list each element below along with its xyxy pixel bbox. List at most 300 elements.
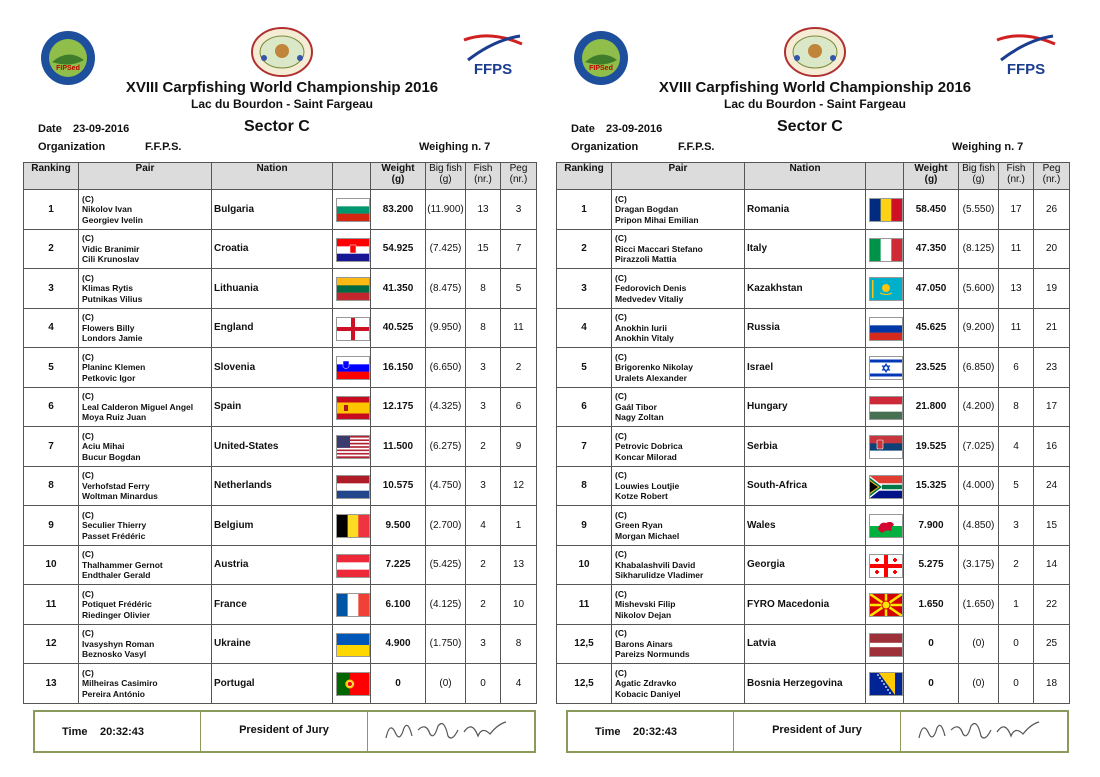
page-title: XVIII Carpfishing World Championship 2016 (658, 79, 972, 96)
big-fish-cell: (9.950) (426, 308, 466, 348)
angler-2: Kobacic Daniyel (615, 688, 681, 699)
weight-cell: 9.500 (371, 506, 426, 546)
pair-cell (79, 506, 212, 546)
rank-cell: 8 (24, 466, 79, 506)
peg-cell: 5 (501, 269, 537, 309)
peg-cell: 6 (501, 387, 537, 427)
table-header (557, 163, 1070, 190)
col-pair: Pair (79, 163, 212, 190)
col-peg-label: Peg (509, 163, 528, 174)
angler-2: Sikharulidze Vladimer (615, 570, 704, 580)
nation-cell: Wales (745, 506, 866, 546)
peg-cell: 21 (1034, 308, 1070, 348)
angler-2: Bucur Bogdan (82, 451, 141, 462)
angler-2: Woltman Minardus (82, 491, 158, 501)
flag-cell (866, 427, 904, 467)
col-nation: Nation (212, 163, 333, 190)
big-fish-cell: (7.425) (426, 229, 466, 269)
angler-2: Medvedev Vitaliy (615, 293, 684, 304)
table-row (24, 190, 537, 230)
belgium-flag-icon (336, 514, 368, 536)
table-row (557, 664, 1070, 704)
pair-cell (79, 190, 212, 230)
col-peg (1034, 163, 1070, 190)
big-fish-cell: (1.650) (959, 585, 999, 625)
big-fish-cell: (5.600) (959, 269, 999, 309)
nation-cell: Ukraine (212, 624, 333, 664)
weight-cell: 12.175 (371, 387, 426, 427)
organization-value: F.F.P.S. (145, 141, 182, 153)
nation-cell: Portugal (212, 664, 333, 704)
fish-count-cell: 2 (999, 545, 1034, 585)
nation-cell: Croatia (212, 229, 333, 269)
nation-cell: FYRO Macedonia (745, 585, 866, 625)
angler-1: Brigorenko Nikolay (615, 362, 693, 372)
angler-2: Putnikas Vilius (82, 293, 143, 304)
footer-box (566, 710, 1069, 753)
col-peg (501, 163, 537, 190)
weighing-number: Weighing n. 7 (419, 141, 491, 153)
results-table-left (23, 162, 537, 704)
president-of-jury-label: President of Jury (239, 724, 329, 736)
captain-mark: (C) (615, 549, 627, 559)
latvia-flag-icon (869, 633, 901, 655)
peg-cell: 20 (1034, 229, 1070, 269)
netherlands-flag-icon (336, 475, 368, 497)
israel-flag-icon (869, 356, 901, 378)
captain-mark: (C) (82, 588, 94, 599)
fish-count-cell: 17 (999, 190, 1034, 230)
signature-image (911, 716, 1051, 746)
table-row (557, 269, 1070, 309)
flag-cell (866, 466, 904, 506)
fish-count-cell: 2 (466, 427, 501, 467)
table-row (24, 585, 537, 625)
weight-cell: 1.650 (904, 585, 959, 625)
table-row (557, 506, 1070, 546)
peg-cell: 25 (1034, 624, 1070, 664)
fish-count-cell: 0 (999, 624, 1034, 664)
angler-2: Pareizs Normunds (615, 649, 690, 659)
results-sheet-right (555, 0, 1075, 777)
col-weight-label: Weight (914, 163, 948, 174)
nation-cell: Serbia (745, 427, 866, 467)
italy-flag-icon (869, 238, 901, 260)
nation-cell: Latvia (745, 624, 866, 664)
big-fish-cell: (4.125) (426, 585, 466, 625)
angler-2: Uralets Alexander (615, 372, 687, 383)
peg-cell: 14 (1034, 545, 1070, 585)
peg-cell: 24 (1034, 466, 1070, 506)
table-row (24, 348, 537, 388)
nation-cell: Belgium (212, 506, 333, 546)
angler-1: Milheiras Casimiro (82, 678, 158, 688)
rank-cell: 8 (557, 466, 612, 506)
col-pair: Pair (612, 163, 745, 190)
captain-mark: (C) (82, 193, 94, 204)
angler-1: Green Ryan (615, 520, 663, 530)
bulgaria-flag-icon (336, 198, 368, 220)
captain-mark: (C) (615, 667, 627, 678)
peg-cell: 16 (1034, 427, 1070, 467)
flag-cell (866, 664, 904, 704)
portugal-flag-icon (336, 672, 368, 694)
fish-count-cell: 6 (999, 348, 1034, 388)
col-fish-label: Fish (1006, 163, 1026, 174)
fish-count-cell: 0 (999, 664, 1034, 704)
angler-2: Endthaler Gerald (82, 570, 151, 580)
angler-2: Anokhin Vitaly (615, 333, 674, 343)
organization-label: Organization (38, 141, 106, 153)
angler-1: Seculier Thierry (82, 520, 147, 530)
big-fish-cell: (6.850) (959, 348, 999, 388)
flag-cell (866, 348, 904, 388)
table-row (557, 308, 1070, 348)
angler-1: Louwies Loutjie (615, 480, 680, 491)
rank-cell: 9 (557, 506, 612, 546)
pair-cell (612, 664, 745, 704)
flag-cell (333, 269, 371, 309)
angler-2: Passet Frédéric (82, 530, 146, 541)
event-logo (250, 26, 314, 78)
captain-mark: (C) (82, 351, 94, 362)
captain-mark: (C) (615, 470, 627, 480)
big-fish-cell: (11.900) (426, 190, 466, 230)
nation-cell: Bosnia Herzegovina (745, 664, 866, 704)
table-row (24, 545, 537, 585)
southafrica-flag-icon (869, 475, 901, 497)
flag-cell (866, 269, 904, 309)
col-big-fish (959, 163, 999, 190)
col-fish (466, 163, 501, 190)
big-fish-cell: (4.850) (959, 506, 999, 546)
table-row (24, 308, 537, 348)
angler-2: Nikolov Dejan (615, 609, 672, 620)
date-label: Date (571, 123, 595, 135)
sector-title: Sector C (244, 118, 310, 135)
big-fish-cell: (0) (426, 664, 466, 704)
flag-cell (333, 190, 371, 230)
col-weight-label: Weight (381, 163, 415, 174)
flag-cell (866, 545, 904, 585)
table-row (557, 624, 1070, 664)
big-fish-cell: (8.125) (959, 229, 999, 269)
usa-flag-icon (336, 435, 368, 457)
rank-cell: 9 (24, 506, 79, 546)
fish-count-cell: 3 (466, 466, 501, 506)
table-row (24, 269, 537, 309)
col-big-fish-label: Big fish (962, 163, 995, 174)
peg-cell: 2 (501, 348, 537, 388)
angler-1: Dragan Bogdan (615, 204, 679, 214)
nation-cell: South-Africa (745, 466, 866, 506)
pair-cell (79, 545, 212, 585)
sector-title: Sector C (777, 118, 843, 135)
date-value: 23-09-2016 (73, 123, 130, 135)
nation-cell: Slovenia (212, 348, 333, 388)
signature-cell (368, 712, 534, 751)
pair-cell (612, 387, 745, 427)
peg-cell: 9 (501, 427, 537, 467)
nation-cell: Netherlands (212, 466, 333, 506)
time-label: Time (595, 726, 621, 738)
fish-count-cell: 2 (466, 585, 501, 625)
big-fish-cell: (9.200) (959, 308, 999, 348)
weight-cell: 21.800 (904, 387, 959, 427)
col-big-fish (426, 163, 466, 190)
big-fish-cell: (5.425) (426, 545, 466, 585)
angler-1: Thalhammer Gernot (82, 559, 163, 570)
captain-mark: (C) (615, 312, 627, 322)
fish-count-cell: 2 (466, 545, 501, 585)
pair-cell (79, 466, 212, 506)
weight-cell: 7.225 (371, 545, 426, 585)
pair-cell (612, 229, 745, 269)
weight-cell: 0 (904, 664, 959, 704)
rank-cell: 5 (24, 348, 79, 388)
rank-cell: 13 (24, 664, 79, 704)
col-ranking: Ranking (24, 163, 79, 190)
angler-2: Nagy Zoltan (615, 412, 664, 422)
pair-cell (612, 308, 745, 348)
wales-flag-icon (869, 514, 901, 536)
col-big-fish-unit: (g) (439, 174, 452, 185)
flag-cell (866, 229, 904, 269)
angler-1: Mishevski Filip (615, 599, 676, 609)
col-fish-label: Fish (473, 163, 493, 174)
captain-mark: (C) (82, 233, 94, 243)
big-fish-cell: (3.175) (959, 545, 999, 585)
angler-2: Pripon Mihai Emilian (615, 214, 699, 225)
ffps-logo (993, 30, 1059, 82)
organization-label: Organization (571, 141, 639, 153)
rank-cell: 1 (24, 190, 79, 230)
weight-cell: 47.350 (904, 229, 959, 269)
peg-cell: 1 (501, 506, 537, 546)
flag-cell (333, 585, 371, 625)
page-title: XVIII Carpfishing World Championship 2016 (125, 79, 439, 96)
weighing-number: Weighing n. 7 (952, 141, 1024, 153)
big-fish-cell: (0) (959, 664, 999, 704)
captain-mark: (C) (82, 667, 94, 678)
angler-2: Moya Ruiz Juan (82, 412, 147, 422)
pair-cell (79, 427, 212, 467)
jury-cell (201, 712, 368, 751)
big-fish-cell: (7.025) (959, 427, 999, 467)
weight-cell: 41.350 (371, 269, 426, 309)
austria-flag-icon (336, 554, 368, 576)
table-row (24, 664, 537, 704)
president-of-jury-label: President of Jury (772, 724, 862, 736)
angler-1: Gaál Tibor (615, 401, 657, 412)
peg-cell: 26 (1034, 190, 1070, 230)
rank-cell: 12,5 (557, 624, 612, 664)
date-value: 23-09-2016 (606, 123, 663, 135)
big-fish-cell: (8.475) (426, 269, 466, 309)
big-fish-cell: (1.750) (426, 624, 466, 664)
rank-cell: 11 (24, 585, 79, 625)
ffps-logo-text: FFPS (473, 61, 513, 78)
fish-count-cell: 4 (466, 506, 501, 546)
nation-cell: Georgia (745, 545, 866, 585)
hungary-flag-icon (869, 396, 901, 418)
captain-mark: (C) (615, 430, 627, 441)
angler-1: Flowers Billy (82, 322, 135, 333)
peg-cell: 11 (501, 308, 537, 348)
captain-mark: (C) (615, 351, 627, 362)
angler-1: Nikolov Ivan (82, 204, 133, 214)
col-weight-unit: (g) (391, 174, 405, 185)
col-fish (999, 163, 1034, 190)
pair-cell (612, 545, 745, 585)
weight-cell: 10.575 (371, 466, 426, 506)
fipsed-logo-text: FIPSed (56, 65, 80, 72)
nation-cell: Italy (745, 229, 866, 269)
peg-cell: 7 (501, 229, 537, 269)
weight-cell: 40.525 (371, 308, 426, 348)
table-header (24, 163, 537, 190)
ffps-logo (460, 30, 526, 82)
fish-count-cell: 3 (999, 506, 1034, 546)
big-fish-cell: (2.700) (426, 506, 466, 546)
col-weight (904, 163, 959, 190)
croatia-flag-icon (336, 238, 368, 260)
slovenia-flag-icon (336, 356, 368, 378)
nation-cell: United-States (212, 427, 333, 467)
pair-cell (612, 506, 745, 546)
weight-cell: 7.900 (904, 506, 959, 546)
rank-cell: 6 (24, 387, 79, 427)
angler-2: Kotze Robert (615, 491, 668, 501)
peg-cell: 17 (1034, 387, 1070, 427)
big-fish-cell: (6.275) (426, 427, 466, 467)
angler-2: Georgiev Ivelin (82, 214, 143, 225)
angler-2: Cili Krunoslav (82, 254, 140, 264)
flag-cell (333, 229, 371, 269)
angler-1: Klimas Rytis (82, 283, 134, 293)
rank-cell: 10 (24, 545, 79, 585)
table-row (24, 466, 537, 506)
weight-cell: 15.325 (904, 466, 959, 506)
weight-cell: 11.500 (371, 427, 426, 467)
col-peg-label: Peg (1042, 163, 1061, 174)
flag-cell (333, 466, 371, 506)
angler-2: Petkovic Igor (82, 372, 136, 383)
spain-flag-icon (336, 396, 368, 418)
captain-mark: (C) (615, 509, 627, 520)
captain-mark: (C) (615, 588, 627, 599)
peg-cell: 8 (501, 624, 537, 664)
peg-cell: 22 (1034, 585, 1070, 625)
captain-mark: (C) (82, 509, 94, 520)
angler-1: Khabalashvili David (615, 559, 696, 570)
angler-2: Beznosko Vasyl (82, 649, 147, 659)
table-row (557, 229, 1070, 269)
organization-value: F.F.P.S. (678, 141, 715, 153)
angler-1: Ivasyshyn Roman (82, 638, 155, 649)
captain-mark: (C) (615, 391, 627, 401)
footer-box (33, 710, 536, 753)
fish-count-cell: 8 (999, 387, 1034, 427)
pair-cell (79, 585, 212, 625)
time-value: 20:32:43 (100, 726, 145, 738)
col-fish-unit: (nr.) (1007, 174, 1025, 185)
pair-cell (79, 269, 212, 309)
romania-flag-icon (869, 198, 901, 220)
bosnia-flag-icon (869, 672, 901, 694)
rank-cell: 5 (557, 348, 612, 388)
rank-cell: 12 (24, 624, 79, 664)
nation-cell: Hungary (745, 387, 866, 427)
flag-cell (866, 308, 904, 348)
captain-mark: (C) (615, 193, 627, 204)
flag-cell (333, 387, 371, 427)
table-row (24, 624, 537, 664)
fipsed-logo (573, 30, 629, 86)
time-label: Time (62, 726, 88, 738)
weight-cell: 45.625 (904, 308, 959, 348)
page-subtitle: Lac du Bourdon - Saint Fargeau (190, 97, 373, 111)
pair-cell (612, 348, 745, 388)
fipsed-logo (40, 30, 96, 86)
pair-cell (79, 229, 212, 269)
captain-mark: (C) (82, 628, 94, 638)
rank-cell: 7 (557, 427, 612, 467)
col-peg-unit: (nr.) (509, 174, 528, 185)
col-weight-unit: (g) (924, 174, 938, 185)
captain-mark: (C) (82, 470, 94, 480)
peg-cell: 23 (1034, 348, 1070, 388)
captain-mark: (C) (82, 430, 94, 441)
flag-cell (333, 348, 371, 388)
pair-cell (612, 624, 745, 664)
results-table-right (556, 162, 1070, 704)
lithuania-flag-icon (336, 277, 368, 299)
nation-cell: Israel (745, 348, 866, 388)
kazakhstan-flag-icon (869, 277, 901, 299)
rank-cell: 4 (24, 308, 79, 348)
weight-cell: 4.900 (371, 624, 426, 664)
table-row (557, 190, 1070, 230)
rank-cell: 3 (24, 269, 79, 309)
flag-cell (866, 624, 904, 664)
serbia-flag-icon (869, 435, 901, 457)
col-flag (866, 163, 904, 190)
table-row (557, 387, 1070, 427)
fish-count-cell: 13 (466, 190, 501, 230)
col-fish-unit: (nr.) (474, 174, 492, 185)
angler-1: Barons Ainars (615, 638, 673, 649)
fish-count-cell: 15 (466, 229, 501, 269)
fish-count-cell: 3 (466, 624, 501, 664)
peg-cell: 4 (501, 664, 537, 704)
angler-2: Pirazzoli Mattia (615, 254, 677, 264)
angler-1: Verhofstad Ferry (82, 480, 150, 491)
fipsed-logo-text: FIPSed (589, 65, 613, 72)
event-logo (783, 26, 847, 78)
weight-cell: 0 (371, 664, 426, 704)
peg-cell: 12 (501, 466, 537, 506)
time-cell (568, 712, 734, 751)
flag-cell (866, 190, 904, 230)
peg-cell: 18 (1034, 664, 1070, 704)
big-fish-cell: (6.650) (426, 348, 466, 388)
peg-cell: 15 (1034, 506, 1070, 546)
jury-cell (734, 712, 901, 751)
fish-count-cell: 13 (999, 269, 1034, 309)
peg-cell: 3 (501, 190, 537, 230)
angler-1: Ricci Maccari Stefano (615, 243, 703, 254)
